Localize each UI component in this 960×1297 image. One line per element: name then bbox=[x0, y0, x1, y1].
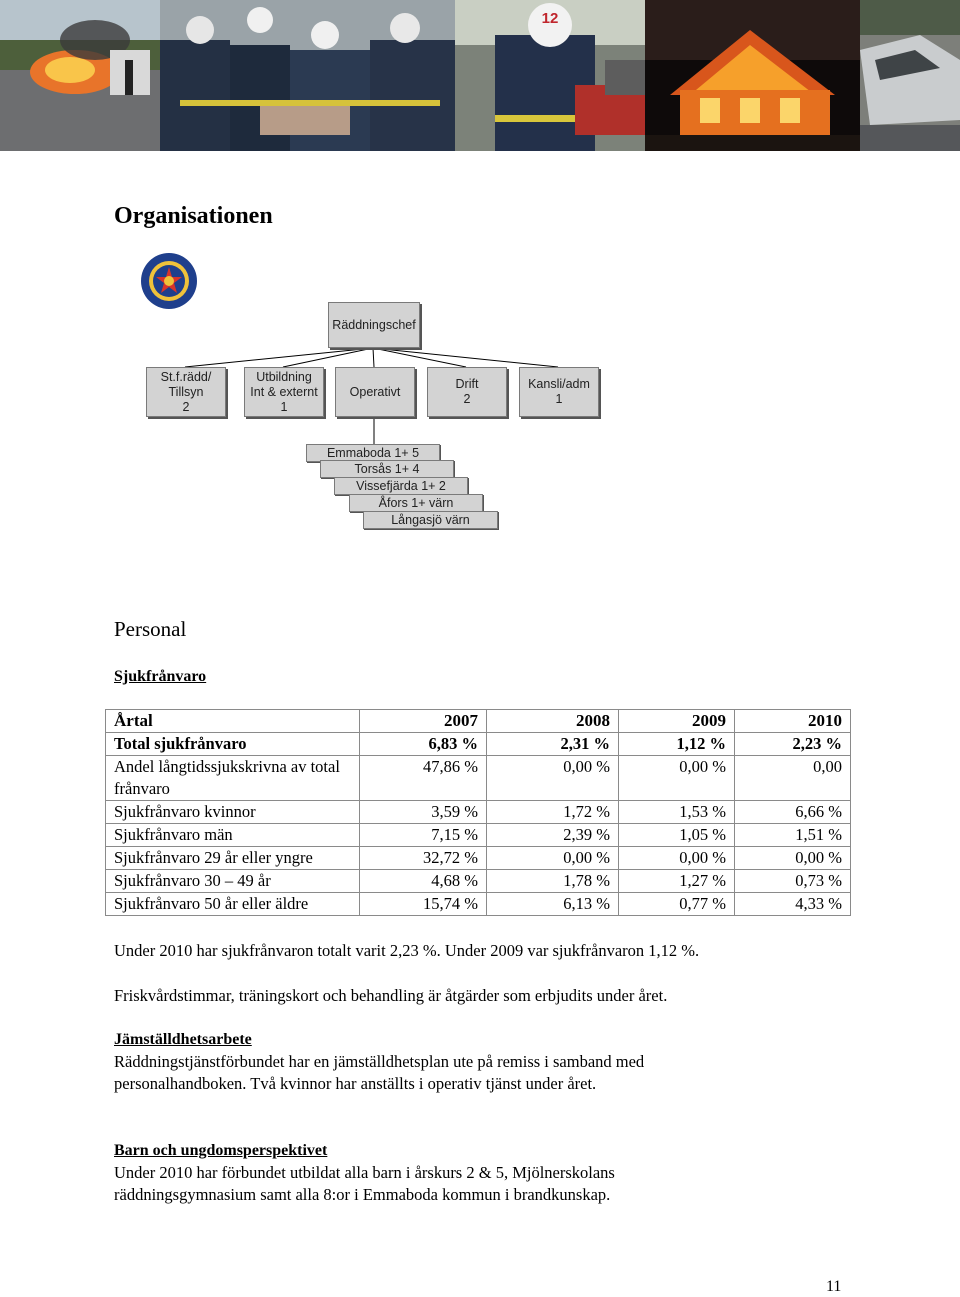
summary-paragraph: Under 2010 har sjukfrånvaron totalt varit 2,23 %. Under 2009 var sjukfrånvaron 1,12 %. bbox=[114, 941, 700, 960]
table-cell: 2,23 % bbox=[735, 733, 851, 756]
page-number: 11 bbox=[826, 1278, 842, 1295]
table-cell: 6,13 % bbox=[487, 893, 619, 916]
table-cell: 0,00 % bbox=[487, 756, 619, 801]
burning-house-photo bbox=[645, 0, 860, 151]
table-header-cell: 2009 bbox=[619, 710, 735, 733]
table-cell: 6,83 % bbox=[360, 733, 487, 756]
table-cell: 0,00 % bbox=[735, 847, 851, 870]
org-unit-box: Kansli/adm 1 bbox=[519, 367, 599, 417]
table-cell: Sjukfrånvaro kvinnor bbox=[106, 801, 360, 824]
table-row bbox=[106, 824, 851, 847]
table-cell: 0,00 bbox=[735, 756, 851, 801]
table-cell: Andel långtidssjukskrivna av total frånvaro bbox=[106, 756, 360, 801]
table-header-cell: Årtal bbox=[106, 710, 360, 733]
table-cell: Sjukfrånvaro män bbox=[106, 824, 360, 847]
org-unit-box: Utbildning Int & externt 1 bbox=[244, 367, 324, 417]
table-row bbox=[106, 893, 851, 916]
table-cell: 6,66 % bbox=[735, 801, 851, 824]
org-unit-box: Operativt bbox=[335, 367, 415, 417]
table-cell: Total sjukfrånvaro bbox=[106, 733, 360, 756]
table-cell: 2,31 % bbox=[487, 733, 619, 756]
table-cell: 4,33 % bbox=[735, 893, 851, 916]
table-cell: Sjukfrånvaro 29 år eller yngre bbox=[106, 847, 360, 870]
table-cell: 0,00 % bbox=[619, 756, 735, 801]
table-header-row bbox=[106, 710, 851, 733]
table-cell: 7,15 % bbox=[360, 824, 487, 847]
table-header-cell: 2007 bbox=[360, 710, 487, 733]
table-header-cell: 2010 bbox=[735, 710, 851, 733]
table-cell: 1,78 % bbox=[487, 870, 619, 893]
table-cell: Sjukfrånvaro 30 – 49 år bbox=[106, 870, 360, 893]
table-cell: 0,77 % bbox=[619, 893, 735, 916]
table-cell: 1,72 % bbox=[487, 801, 619, 824]
equality-title: Jämställdhetsarbete bbox=[114, 1031, 252, 1048]
helmet-number: 12 bbox=[541, 10, 559, 27]
org-root-box: Räddningschef bbox=[328, 302, 420, 348]
firefighter-cutting-tool-photo bbox=[455, 0, 645, 151]
table-cell: 2,39 % bbox=[487, 824, 619, 847]
table-cell: 1,05 % bbox=[619, 824, 735, 847]
org-unit-box: St.f.rädd/ Tillsyn 2 bbox=[146, 367, 226, 417]
raddningstjanst-emblem-icon bbox=[140, 252, 198, 310]
table-row bbox=[106, 733, 851, 756]
crashed-car-photo bbox=[860, 0, 960, 151]
table-cell: 15,74 % bbox=[360, 893, 487, 916]
sick-leave-title: Sjukfrånvaro bbox=[114, 668, 207, 685]
table-row bbox=[106, 847, 851, 870]
page-heading: Organisationen bbox=[114, 203, 273, 229]
burning-car-photo bbox=[0, 0, 160, 151]
station-box: Torsås 1+ 4 bbox=[320, 460, 454, 478]
equality-line: Räddningstjänstförbundet har en jämställdhetsplan ute på remiss i samband med bbox=[114, 1052, 645, 1071]
table-cell: 1,51 % bbox=[735, 824, 851, 847]
rescue-team-photo bbox=[160, 0, 455, 151]
station-box: Vissefjärda 1+ 2 bbox=[334, 477, 468, 495]
equality-line: personalhandboken. Två kvinnor har anställts i operativ tjänst under året. bbox=[114, 1074, 597, 1093]
table-cell: 47,86 % bbox=[360, 756, 487, 801]
section-title: Personal bbox=[114, 617, 187, 641]
org-unit-box: Drift 2 bbox=[427, 367, 507, 417]
table-cell: 0,00 % bbox=[487, 847, 619, 870]
table-cell: 4,68 % bbox=[360, 870, 487, 893]
table-cell: 0,00 % bbox=[619, 847, 735, 870]
table-row bbox=[106, 801, 851, 824]
table-cell: 0,73 % bbox=[735, 870, 851, 893]
station-box: Långasjö värn bbox=[363, 511, 498, 529]
photo-banner bbox=[0, 0, 960, 151]
table-cell: 32,72 % bbox=[360, 847, 487, 870]
table-cell: 1,12 % bbox=[619, 733, 735, 756]
table-cell: Sjukfrånvaro 50 år eller äldre bbox=[106, 893, 360, 916]
table-row bbox=[106, 756, 851, 801]
table-cell: 1,27 % bbox=[619, 870, 735, 893]
measures-paragraph: Friskvårdstimmar, träningskort och behandling är åtgärder som erbjudits under året. bbox=[114, 986, 668, 1005]
table-header-cell: 2008 bbox=[487, 710, 619, 733]
youth-line: Under 2010 har förbundet utbildat alla barn i årskurs 2 & 5, Mjölnerskolans bbox=[114, 1163, 615, 1182]
table-cell: 1,53 % bbox=[619, 801, 735, 824]
table-row bbox=[106, 870, 851, 893]
sick-leave-table bbox=[105, 709, 851, 916]
youth-title: Barn och ungdomsperspektivet bbox=[114, 1142, 328, 1159]
station-box: Åfors 1+ värn bbox=[349, 494, 483, 512]
station-box: Emmaboda 1+ 5 bbox=[306, 444, 440, 462]
youth-line: räddningsgymnasium samt alla 8:or i Emmaboda kommun i brandkunskap. bbox=[114, 1185, 611, 1204]
table-cell: 3,59 % bbox=[360, 801, 487, 824]
